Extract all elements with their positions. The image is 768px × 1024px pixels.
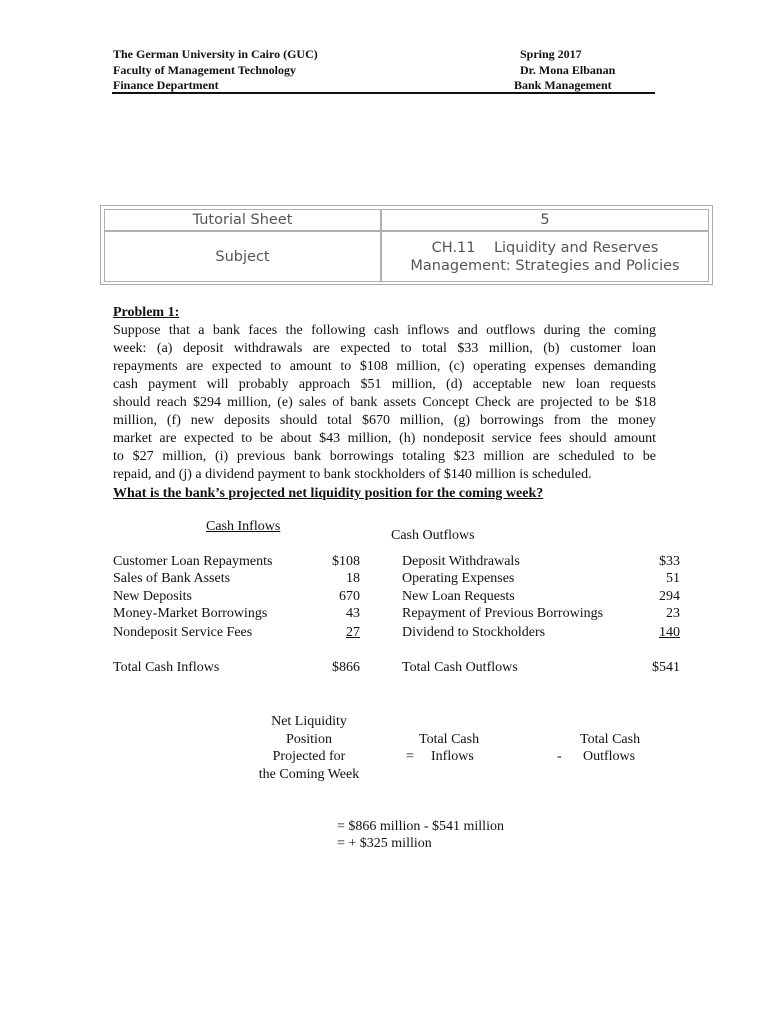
subject-label-cell — [104, 231, 381, 282]
nlp-line-1: Net Liquidity — [271, 714, 347, 729]
subject-value-line2: Management: Strategies and Policies — [410, 257, 680, 274]
cash-inflows-heading: Cash Inflows — [206, 519, 281, 534]
equals-sign: = — [406, 749, 414, 764]
outflow-label: Dividend to Stockholders — [402, 625, 546, 640]
total-inflows-label: Total Cash Inflows — [113, 660, 220, 675]
nlp-line-2: Position — [286, 732, 332, 747]
total-cash-inflows-term-line2: Inflows — [431, 749, 474, 764]
inflow-label: Customer Loan Repayments — [113, 554, 273, 569]
inflow-label: Sales of Bank Assets — [113, 571, 231, 586]
subject-label: Subject — [215, 248, 270, 265]
problem-line: should reach $294 million, (e) sales of bank assets Concept Check are projected to be $18 — [113, 395, 656, 410]
inflow-amount: 43 — [346, 606, 360, 621]
tutorial-info-table — [100, 205, 713, 285]
outflow-label: Deposit Withdrawals — [402, 554, 520, 569]
outflow-amount: 51 — [666, 571, 680, 586]
inflow-amount: 27 — [346, 625, 360, 640]
department-name: Finance Department — [113, 78, 219, 92]
outflow-amount: $33 — [659, 554, 680, 569]
tutorial-sheet-value: 5 — [540, 212, 550, 228]
total-inflows-amount: $866 — [332, 660, 360, 675]
outflow-amount: 23 — [666, 606, 680, 621]
calculation-line-1: = $866 million - $541 million — [337, 819, 504, 834]
faculty-name: Faculty of Management Technology — [113, 63, 296, 77]
problem-question: What is the bank’s projected net liquidity position for the coming week? — [113, 486, 544, 501]
tutorial-sheet-label: Tutorial Sheet — [192, 212, 293, 228]
nlp-line-3: Projected for — [272, 749, 346, 764]
outflow-label: Repayment of Previous Borrowings — [402, 606, 604, 621]
total-cash-inflows-term-line1: Total Cash — [419, 732, 480, 747]
total-cash-outflows-term-line2: Outflows — [583, 749, 636, 764]
problem-title: Problem 1: — [113, 305, 180, 320]
outflow-label: Operating Expenses — [402, 571, 515, 586]
outflow-amount: 140 — [659, 625, 680, 640]
nlp-line-4: the Coming Week — [258, 767, 360, 782]
cash-outflows-heading: Cash Outflows — [391, 528, 475, 543]
outflow-label: New Loan Requests — [402, 589, 515, 604]
semester: Spring 2017 — [520, 47, 582, 61]
calculation-result: = + $325 million — [337, 836, 432, 851]
inflow-amount: 18 — [346, 571, 360, 586]
inflow-label: New Deposits — [113, 589, 192, 604]
problem-line: repaid, and (j) a dividend payment to bank stockholders of $140 million is scheduled. — [113, 467, 592, 482]
total-cash-outflows-term-line1: Total Cash — [580, 732, 641, 747]
course-name: Bank Management — [514, 78, 612, 92]
problem-line: repayments are expected to amount to $108 million, (c) operating expenses demanding — [113, 359, 656, 374]
inflow-amount: $108 — [332, 554, 360, 569]
problem-line: cash payment will probably approach $51 million, (d) acceptable new loan requests — [113, 377, 656, 392]
subject-value-line1: CH.11 Liquidity and Reserves — [431, 239, 659, 256]
problem-line: million, (f) new deposits should total $670 million, (g) borrowings from the money — [113, 413, 656, 428]
problem-line: Suppose that a bank faces the following cash inflows and outflows during the coming — [113, 323, 656, 338]
total-outflows-amount: $541 — [652, 660, 680, 675]
subject-value-cell — [381, 231, 709, 282]
problem-line: to $27 million, (i) previous bank borrowings totaling $23 million are scheduled to be — [113, 449, 656, 464]
instructor-name: Dr. Mona Elbanan — [520, 63, 616, 77]
problem-line: market are expected to be about $43 million, (h) nondeposit service fees should amount — [113, 431, 656, 446]
tutorial-sheet-label-cell — [104, 209, 381, 231]
minus-sign: - — [557, 749, 562, 764]
header-divider — [112, 92, 655, 94]
total-outflows-label: Total Cash Outflows — [402, 660, 518, 675]
outflow-amount: 294 — [659, 589, 680, 604]
inflow-amount: 670 — [339, 589, 360, 604]
problem-statement — [113, 322, 656, 484]
problem-line: week: (a) deposit withdrawals are expected to total $33 million, (b) customer loan — [113, 341, 656, 356]
inflow-label: Nondeposit Service Fees — [113, 625, 253, 640]
tutorial-sheet-value-cell — [381, 209, 709, 231]
inflow-label: Money-Market Borrowings — [113, 606, 268, 621]
university-name: The German University in Cairo (GUC) — [113, 47, 318, 61]
